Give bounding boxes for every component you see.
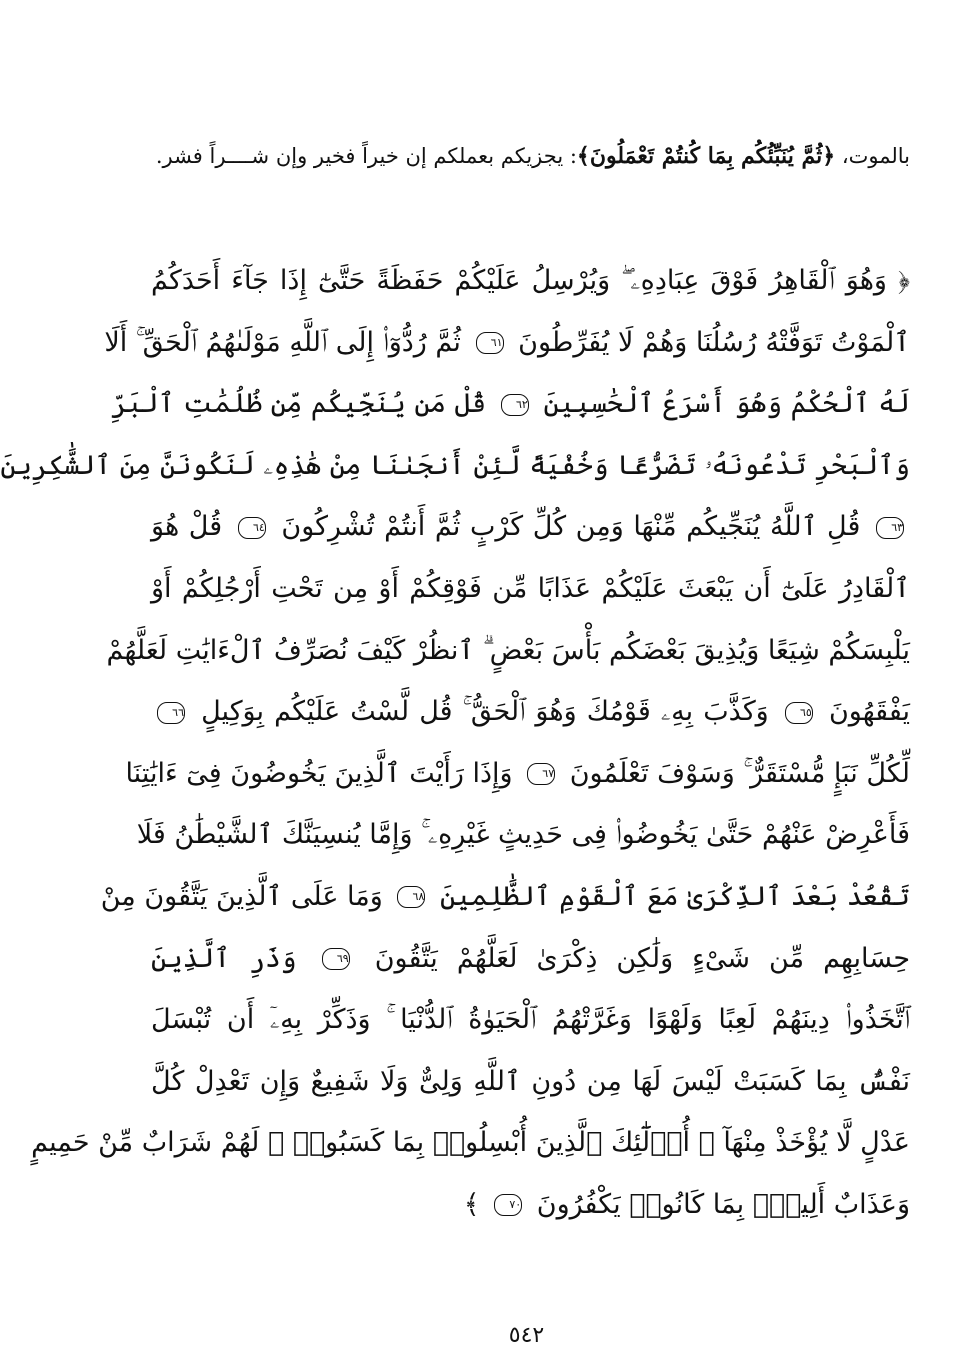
ayah-number-marker: ٦١ [476, 332, 504, 354]
verse-text: وَعَذَابٌ أَلِيمٌۢ بِمَا كَانُوا۟ يَكْفُرُونَ [536, 1188, 910, 1220]
verse-text: قُلِ ٱللَّهُ يُنَجِّيكُم مِّنْهَا وَمِن كُلِّ كَرْبٍ ثُمَّ أَنتُمْ تُشْرِكُونَ [281, 511, 861, 543]
ayah-number-marker: ٦٤ [238, 517, 266, 539]
commentary-paragraph [151, 125, 910, 187]
verse-text: تَقْعُدْ بَعْدَ ٱلذِّكْرَىٰ مَعَ ٱلْقَوْمِ ٱلظَّٰلِمِينَ [439, 880, 910, 912]
ayah-number-marker: ٦٦ [157, 702, 185, 724]
commentary-after: : يجزيكم بعملكم إن خيراً فخير وإن شــــراً فشر. [155, 144, 577, 168]
verse-text: قُلْ هُوَ [151, 511, 223, 543]
verse-line [151, 1174, 910, 1236]
ayah-number-marker: ٧٠ [494, 1194, 522, 1216]
verse-text: نَفْسٌۢ بِمَا كَسَبَتْ لَيْسَ لَهَا مِن دُونِ ٱللَّهِ وَلِىٌّ وَلَا شَفِيعٌ وَإِن تَعْدِلْ كُلَّ [151, 1065, 910, 1097]
verse-line [151, 1051, 910, 1113]
verse-text: ٱلْمَوْتُ تَوَفَّتْهُ رُسُلُنَا وَهُمْ لَا يُفَرِّطُونَ [518, 326, 910, 358]
ayah-number-marker: ٦٨ [397, 886, 425, 908]
verse-line [151, 250, 910, 312]
verse-line [104, 312, 910, 374]
verse-text: ٱلْقَادِرُ عَلَىٰٓ أَن يَبْعَثَ عَلَيْكُمْ عَذَابًا مِّن فَوْقِكُمْ أَوْ مِن تَحْتِ أَرْجُلِكُمْ أَوْ [151, 572, 910, 604]
ayah-number-marker: ٦٧ [527, 763, 555, 785]
verse-text: ﴿ وَهُوَ ٱلْقَاهِرُ فَوْقَ عِبَادِهِۦ ۖ وَيُرْسِلُ عَلَيْكُمْ حَفَظَةً حَتَّىٰٓ إِذَا جَآءَ أَحَدَكُمُ [151, 265, 910, 296]
verse-text: وَٱلْبَحْرِ تَدْعُونَهُۥ تَضَرُّعًا وَخُفْيَةً لَّئِنْ أَنجَىٰنَا مِنْ هَٰذِهِۦ لَنَكُونَنَّ مِنَ ٱلشَّٰكِرِينَ [0, 449, 910, 481]
ayah-number-marker: ٦٥ [785, 702, 813, 724]
verse-text: حِسَابِهِم مِّن شَىْءٍ وَلَٰكِن ذِكْرَىٰ لَعَلَّهُمْ يَتَّقُونَ [374, 942, 911, 974]
verse-line [111, 373, 910, 435]
verse-text: يَلْبِسَكُمْ شِيَعًا وَيُذِيقَ بَعْضَكُم بَأْسَ بَعْضٍ ۗ ٱنظُرْ كَيْفَ نُصَرِّفُ ٱلْءَايَٰتِ لَعَلَّهُمْ [106, 634, 910, 666]
verse-line [151, 496, 910, 558]
verse-line [136, 804, 910, 866]
verse-line [151, 558, 910, 620]
verse-text: لِّكُلِّ نَبَإٍ مُّسْتَقَرٌّ ۚ وَسَوْفَ تَعْلَمُونَ [569, 757, 910, 789]
ayah-number-marker: ٦٩ [322, 948, 350, 970]
verse-line [31, 1112, 910, 1174]
verse-text: قُلْ مَن يُنَجِّيكُم مِّن ظُلُمَٰتِ ٱلْبَرِّ [111, 388, 487, 420]
verse-text: ثُمَّ رُدُّوٓا۟ إِلَى ٱللَّهِ مَوْلَىٰهُمُ ٱلْحَقِّ ۚ أَلَا [104, 326, 461, 358]
verse-line [125, 743, 910, 805]
commentary-before: بالموت، [835, 144, 910, 168]
verse-text: يَفْقَهُونَ [828, 696, 910, 728]
ayah-number-marker: ٦٣ [876, 517, 904, 539]
ayah-number-marker: ٦٢ [501, 394, 529, 416]
verse-text: عَدْلٍ لَّا يُؤْخَذْ مِنْهَآ ۗ أُو۟لَٰٓئِكَ ٱلَّذِينَ أُبْسِلُوا۟ بِمَا كَسَبُوا۟ ۖ لَهُمْ شَرَابٌ مِّنْ حَمِيمٍ [31, 1127, 910, 1159]
verse-text: فَأَعْرِضْ عَنْهُمْ حَتَّىٰ يَخُوضُوا۟ فِى حَدِيثٍ غَيْرِهِۦ ۚ وَإِمَّا يُنسِيَنَّكَ ٱلشَّيْطَٰنُ فَلَا [136, 819, 910, 851]
verse-text: وَإِذَا رَأَيْتَ ٱلَّذِينَ يَخُوضُونَ فِىٓ ءَايَٰتِنَا [125, 757, 513, 789]
verse-line [151, 681, 910, 743]
quran-verses-block [0, 250, 911, 1236]
verse-line [151, 928, 910, 990]
verse-text: وَكَذَّبَ بِهِۦ قَوْمُكَ وَهُوَ ٱلْحَقُّ ۚ قُل لَّسْتُ عَلَيْكُم بِوَكِيلٍ [201, 696, 769, 728]
verse-text: وَمَا عَلَى ٱلَّذِينَ يَتَّقُونَ مِنْ [100, 880, 383, 912]
verse-text: ٱتَّخَذُوا۟ دِينَهُمْ لَعِبًا وَلَهْوًا وَغَرَّتْهُمُ ٱلْحَيَوٰةُ ٱلدُّنْيَا ۚ وَذَكِّرْ بِهِۦٓ أَن تُبْسَلَ [151, 1004, 910, 1036]
verse-text: وَذَرِ ٱلَّذِينَ [151, 942, 297, 974]
verse-line [100, 866, 910, 928]
verse-text: ﴾ [463, 1188, 480, 1220]
verse-text: لَهُ ٱلْحُكْمُ وَهُوَ أَسْرَعُ ٱلْحَٰسِبِينَ [543, 388, 910, 420]
verse-line [106, 620, 910, 682]
verse-line [151, 989, 910, 1051]
verse-line [0, 435, 910, 497]
commentary-quran-quote: ﴿ثُمَّ يُنَبِّئُكُم بِمَا كُنتُمْ تَعْمَلُونَ﴾ [576, 143, 836, 169]
page-number: ٥٤٢ [508, 1323, 545, 1348]
